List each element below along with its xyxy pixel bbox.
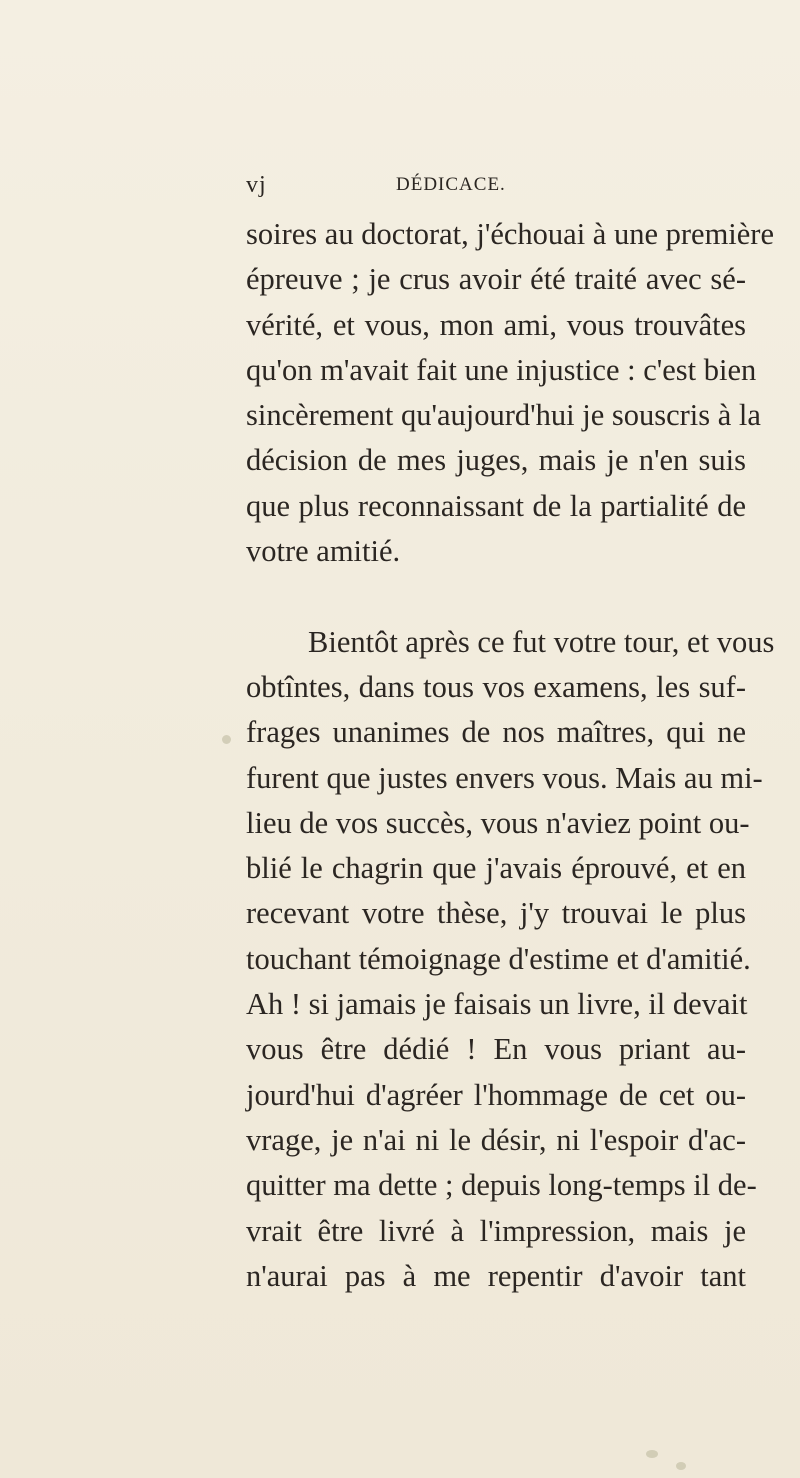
text-line: qu'on m'avait fait une injustice : c'est bien	[246, 352, 757, 387]
page-number: vj	[246, 172, 267, 198]
text-line: furent que justes envers vous. Mais au mi-	[246, 760, 763, 795]
text-line: jourd'hui d'agréer l'hommage de cet ou-	[246, 1077, 746, 1112]
text-line: obtîntes, dans tous vos examens, les suf-	[246, 669, 746, 704]
text-line: vrait être livré à l'impression, mais je	[246, 1213, 746, 1248]
text-line: soires au doctorat, j'échouai à une première	[246, 217, 775, 251]
text-line: lieu de vos succès, vous n'aviez point ou-	[246, 805, 750, 840]
text-line: touchant témoignage d'estime et d'amitié.	[246, 941, 751, 976]
text-line: Bientôt après ce fut votre tour, et vous	[308, 624, 775, 659]
text-line: vous être dédié ! En vous priant au-	[246, 1032, 746, 1067]
text-line: n'aurai pas à me repentir d'avoir tant	[246, 1258, 746, 1293]
text-line: votre amitié.	[246, 534, 401, 569]
text-line: épreuve ; je crus avoir été traité avec sé-	[246, 262, 746, 297]
paragraph-gap	[246, 574, 746, 619]
text-line: frages unanimes de nos maîtres, qui ne	[246, 715, 746, 750]
text-line: sincèrement qu'aujourd'hui je souscris à la	[246, 398, 761, 433]
paper-speck	[646, 1450, 658, 1458]
text-line: que plus reconnaissant de la partialité de	[246, 488, 746, 523]
page-header	[246, 172, 676, 202]
body-text	[246, 212, 775, 1299]
text-line: vérité, et vous, mon ami, vous trouvâtes	[246, 307, 746, 342]
paper-speck	[222, 735, 231, 744]
running-title: DÉDICACE.	[396, 174, 506, 195]
text-line: recevant votre thèse, j'y trouvai le plus	[246, 896, 746, 931]
text-line: quitter ma dette ; depuis long-temps il de-	[246, 1168, 757, 1203]
paper-speck	[676, 1462, 686, 1470]
text-line: Ah ! si jamais je faisais un livre, il devait	[246, 987, 748, 1022]
text-line: décision de mes juges, mais je n'en suis	[246, 443, 746, 478]
text-line: blié le chagrin que j'avais éprouvé, et en	[246, 851, 746, 886]
text-line: vrage, je n'ai ni le désir, ni l'espoir d'ac-	[246, 1122, 746, 1157]
